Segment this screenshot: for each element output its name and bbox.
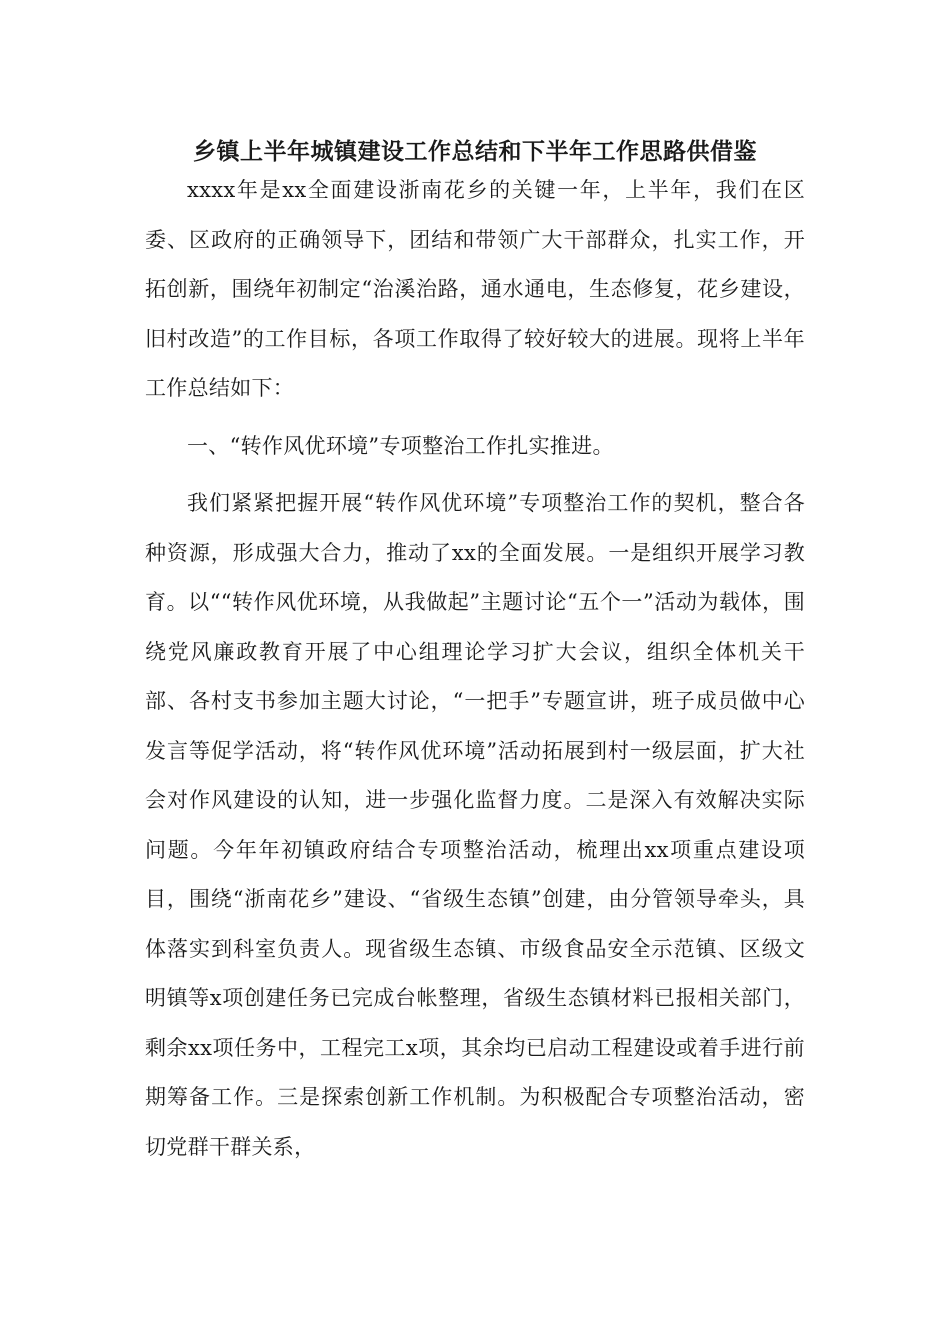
section-body-paragraph: 我们紧紧把握开展“转作风优环境”专项整治工作的契机，整合各种资源，形成强大合力，推动了xx的全面发展。一是组织开展学习教育。以““转作风优环境，从我做起”主题讨论“五个一”活动为载体，围绕党风廉政教育开展了中心组理论学习扩大会议，组织全体机关干部、各村支书参加主题大讨论，“一把手”专题宣讲，班子成员做中心发言等促学活动，将“转作风优环境”活动拓展到村一级层面，扩大社会对作风建设的认知，进一步强化监督力度。二是深入有效解决实际问题。今年年初镇政府结合专项整治活动，梳理出xx项重点建设项目，围绕“浙南花乡”建设、“省级生态镇”创建，由分管领导牵头，具体落实到科室负责人。现省级生态镇、市级食品安全示范镇、区级文明镇等x项创建任务已完成台帐整理，省级生态镇材料已报相关部门，剩余xx项任务中，工程完工x项，其余均已启动工程建设或着手进行前期筹备工作。三是探索创新工作机制。为积极配合专项整治活动，密切党群干群关系， xyxy=(145,491,805,1159)
section-heading: 一、“转作风优环境”专项整治工作扎实推进。 xyxy=(187,433,614,458)
intro-paragraph: xxxx年是xx全面建设浙南花乡的关键一年，上半年，我们在区委、区政府的正确领导下，团结和带领广大干部群众，扎实工作，开拓创新，围绕年初制定“治溪治路，通水通电，生态修复，花乡建设，旧村改造”的工作目标，各项工作取得了较好较大的进展。现将上半年工作总结如下： xyxy=(145,178,805,400)
document-title: 乡镇上半年城镇建设工作总结和下半年工作思路供借鉴 xyxy=(193,138,757,165)
document-body xyxy=(145,166,805,1172)
paragraph-spacer xyxy=(145,414,805,422)
paragraph-spacer xyxy=(145,471,805,479)
